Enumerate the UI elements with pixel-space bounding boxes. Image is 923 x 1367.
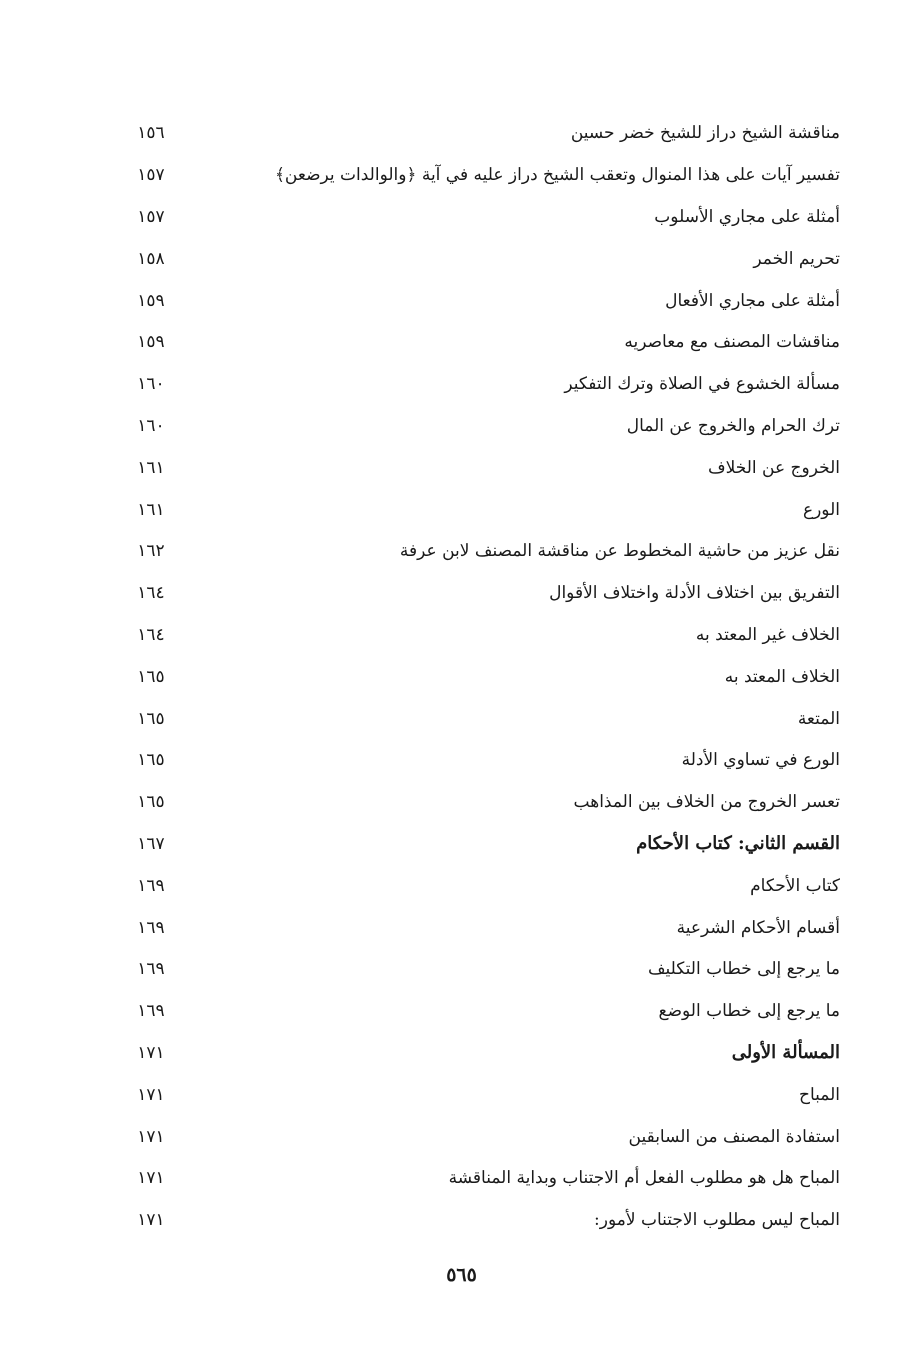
toc-row: [128, 489, 840, 531]
table-of-contents: [128, 113, 840, 1242]
toc-entry-page: ١٦٧: [137, 833, 165, 854]
toc-entry-page: ١٦٩: [137, 875, 165, 896]
toc-entry-page: ١٥٧: [137, 206, 165, 227]
toc-row: [128, 615, 840, 657]
toc-entry-title: المباح: [798, 1084, 840, 1105]
toc-row: [128, 1074, 840, 1116]
toc-entry-title: ما يرجع إلى خطاب التكليف: [647, 959, 840, 980]
toc-entry-page: ١٦١: [137, 499, 165, 520]
toc-entry-page: ١٦٩: [137, 917, 165, 938]
toc-entry-page: ١٦٥: [137, 708, 165, 729]
toc-entry-page: ١٧١: [137, 1126, 165, 1147]
toc-entry-title: ما يرجع إلى خطاب الوضع: [658, 1001, 840, 1022]
toc-row: [128, 155, 840, 197]
toc-entry-title: تعسر الخروج من الخلاف بين المذاهب: [573, 792, 840, 813]
toc-row: [128, 824, 840, 866]
toc-entry-title: الورع في تساوي الأدلة: [681, 750, 840, 771]
toc-entry-page: ١٦٥: [137, 666, 165, 687]
toc-entry-title: الورع: [802, 499, 840, 520]
toc-entry-title: الخروج عن الخلاف: [708, 457, 840, 478]
toc-row: [128, 991, 840, 1033]
toc-row: [128, 1158, 840, 1200]
toc-entry-page: ١٥٨: [137, 248, 165, 269]
toc-entry-title: المباح ليس مطلوب الاجتناب لأمور:: [594, 1210, 840, 1231]
toc-row: [128, 197, 840, 239]
toc-entry-page: ١٦٠: [137, 374, 165, 395]
toc-row: [128, 364, 840, 406]
toc-entry-title: كتاب الأحكام: [750, 875, 840, 896]
toc-row: [128, 573, 840, 615]
toc-entry-page: ١٥٩: [137, 290, 165, 311]
toc-entry-title: ترك الحرام والخروج عن المال: [626, 415, 840, 436]
toc-entry-title: التفريق بين اختلاف الأدلة واختلاف الأقوال: [549, 583, 840, 604]
toc-entry-page: ١٥٩: [137, 332, 165, 353]
toc-entry-title: الخلاف غير المعتد به: [695, 624, 840, 645]
toc-entry-title: المتعة: [797, 708, 840, 729]
toc-row: [128, 406, 840, 448]
toc-row: [128, 698, 840, 740]
toc-row: [128, 113, 840, 155]
toc-entry-title: الخلاف المعتد به: [724, 666, 840, 687]
toc-row: [128, 907, 840, 949]
toc-entry-page: ١٦٤: [137, 624, 165, 645]
toc-entry-title: مناقشة الشيخ دراز للشيخ خضر حسين: [570, 123, 840, 144]
toc-entry-page: ١٦٥: [137, 750, 165, 771]
toc-entry-page: ١٧١: [137, 1084, 165, 1105]
toc-row: [128, 1200, 840, 1242]
toc-row: [128, 949, 840, 991]
toc-entry-title: مناقشات المصنف مع معاصريه: [624, 332, 840, 353]
toc-row: [128, 865, 840, 907]
toc-row: [128, 1033, 840, 1075]
toc-row: [128, 322, 840, 364]
toc-entry-title: أمثلة على مجاري الأسلوب: [654, 206, 840, 227]
toc-entry-title: استفادة المصنف من السابقين: [628, 1126, 840, 1147]
toc-row: [128, 1116, 840, 1158]
toc-entry-page: ١٦٢: [137, 541, 165, 562]
toc-entry-title: نقل عزيز من حاشية المخطوط عن مناقشة المصنف لابن عرفة: [399, 541, 840, 562]
toc-entry-title: المباح هل هو مطلوب الفعل أم الاجتناب وبداية المناقشة: [448, 1168, 840, 1189]
toc-entry-title: تفسير آيات على هذا المنوال وتعقب الشيخ دراز عليه في آية ﴿والوالدات يرضعن﴾: [274, 165, 840, 186]
toc-section-heading: المسألة الأولى: [731, 1042, 840, 1064]
toc-entry-title: أمثلة على مجاري الأفعال: [665, 290, 840, 311]
toc-entry-title: تحريم الخمر: [753, 248, 840, 269]
toc-section-heading: القسم الثاني: كتاب الأحكام: [636, 833, 840, 855]
toc-row: [128, 656, 840, 698]
toc-entry-page: ١٧١: [137, 1168, 165, 1189]
toc-row: [128, 531, 840, 573]
toc-entry-page: ١٦٤: [137, 583, 165, 604]
toc-entry-page: ١٦٠: [137, 415, 165, 436]
toc-entry-page: ١٦٩: [137, 1001, 165, 1022]
toc-entry-page: ١٥٧: [137, 165, 165, 186]
toc-entry-page: ١٦١: [137, 457, 165, 478]
toc-entry-title: أقسام الأحكام الشرعية: [676, 917, 840, 938]
toc-entry-title: مسألة الخشوع في الصلاة وترك التفكير: [564, 374, 840, 395]
toc-entry-page: ١٧١: [137, 1042, 165, 1063]
toc-entry-page: ١٦٩: [137, 959, 165, 980]
toc-row: [128, 238, 840, 280]
toc-entry-page: ١٦٥: [137, 792, 165, 813]
toc-entry-page: ١٧١: [137, 1210, 165, 1231]
toc-row: [128, 447, 840, 489]
page-number: ٥٦٥: [446, 1264, 477, 1286]
toc-entry-page: ١٥٦: [137, 123, 165, 144]
toc-row: [128, 782, 840, 824]
toc-row: [128, 280, 840, 322]
toc-row: [128, 740, 840, 782]
